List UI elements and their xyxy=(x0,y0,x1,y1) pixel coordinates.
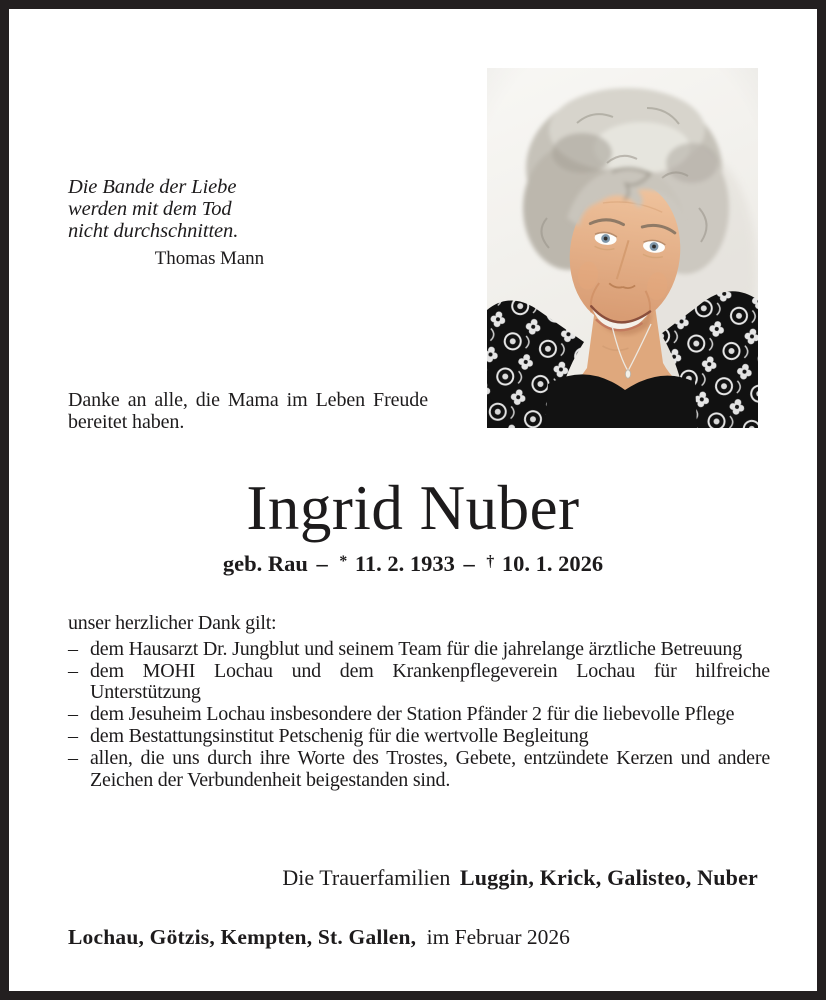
vita-line xyxy=(9,549,817,577)
signature-line xyxy=(282,865,758,891)
birth-date: 11. 2. 1933 xyxy=(354,551,455,576)
thanks-list xyxy=(68,639,770,792)
portrait-photo xyxy=(487,68,758,428)
footer-date: im Februar 2026 xyxy=(426,925,570,949)
dash-separator: – xyxy=(316,551,328,576)
death-cross-icon: † xyxy=(486,553,495,570)
deceased-name: Ingrid Nuber xyxy=(246,473,580,543)
list-dash-icon: – xyxy=(68,746,78,769)
birth-name: geb. Rau xyxy=(222,551,308,576)
footer-places: Lochau, Götzis, Kempten, St. Gallen, xyxy=(68,925,417,949)
dash-separator: – xyxy=(463,551,475,576)
thanks-item-text: allen, die uns durch ihre Worte des Trostes, Gebete, entzündete Kerzen und andere Zeichen der Verbundenheit beigestanden sind. xyxy=(90,746,770,791)
signature-families: Luggin, Krick, Galisteo, Nuber xyxy=(459,865,758,890)
thanks-item xyxy=(68,748,770,792)
quote-block xyxy=(68,176,268,270)
footer-line xyxy=(68,924,570,950)
thanks-section xyxy=(68,613,770,791)
quote-attribution: Thomas Mann xyxy=(154,248,264,269)
thanks-item-text: dem Jesuheim Lochau insbesondere der Station Pfänder 2 für die liebevolle Pflege xyxy=(90,703,735,726)
birth-star-icon: * xyxy=(339,553,348,570)
thanks-item-text: dem Hausarzt Dr. Jungblut und seinem Team für die jahrelange ärztliche Betreuung xyxy=(90,637,743,660)
thanks-heading: unser herzlicher Dank gilt: xyxy=(68,612,277,634)
intro-text: Danke an alle, die Mama im Leben Freude bereitet haben. xyxy=(68,389,428,433)
signature-prefix: Die Trauerfamilien xyxy=(282,865,451,890)
quote-line: nicht durchschnitten. xyxy=(68,220,239,242)
thanks-item xyxy=(68,639,770,661)
thanks-item xyxy=(68,726,770,748)
list-dash-icon: – xyxy=(68,637,78,660)
quote-line: Die Bande der Liebe xyxy=(68,176,237,198)
list-dash-icon: – xyxy=(68,724,78,747)
death-date: 10. 1. 2026 xyxy=(501,551,604,576)
thanks-item-text: dem Bestattungsinstitut Petschenig für die wertvolle Begleitung xyxy=(90,724,589,747)
quote-line: werden mit dem Tod xyxy=(68,198,232,220)
list-dash-icon: – xyxy=(68,703,78,726)
thanks-item xyxy=(68,704,770,726)
list-dash-icon: – xyxy=(68,659,78,682)
thanks-item xyxy=(68,661,770,705)
thanks-item-text: dem MOHI Lochau und dem Krankenpflegeverein Lochau für hilfreiche Unterstützung xyxy=(90,659,770,704)
